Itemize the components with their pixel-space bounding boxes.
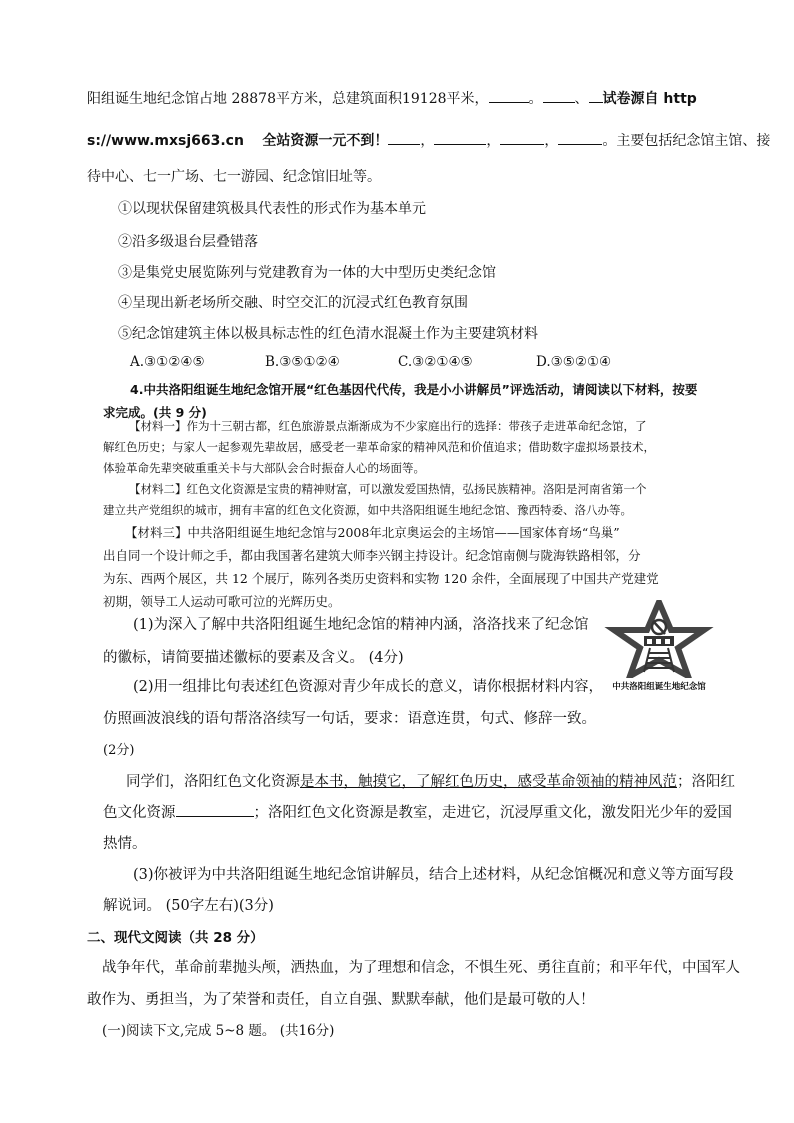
sub2-line-2: 仿照画波浪线的语句帮洛洛续写一句话，要求：语意连贯，句式、修辞一致。 [103,711,596,727]
punct: ， [420,133,435,149]
material-1 [103,416,713,479]
material-line: 建立共产党组织的城市，拥有丰富的红色文化资源，如中共洛阳组诞生地纪念馆、豫西特委、洛八办等。 [103,503,632,517]
section-para-line-1: 战争年代，革命前辈抛头颅，洒热血，为了理想和信念，不惧生死、勇往直前；和平年代，中国军人 [102,960,740,976]
punct: 、 [574,91,589,107]
material-line: 【材料二】红色文化资源是宝贵的精神财富，可以激发爱国热情，弘扬民族精神。洛阳是河南省第一个 [129,482,647,496]
passage-line-1 [126,770,735,791]
passage-line-2 [103,801,732,822]
statement-3: ③是集党史展览陈列与党建教育为一体的大中型历史类纪念馆 [118,265,496,281]
answer-blank[interactable] [589,90,603,103]
memorial-emblem [604,600,714,690]
material-line: 【材料三】中共洛阳组诞生地纪念馆与2008年北京奥运会的主场馆——国家体育场“鸟巢” [125,525,620,540]
statement-1: ①以现状保留建筑极具代表性的形式作为基本单元 [118,201,426,217]
material-line: 出自同一个设计师之手，都由我国著名建筑大师李兴钢主持设计。纪念馆南侧与陇海铁路相邻，分 [103,548,641,563]
sub3-line-2: 解说词。 (50字左右)(3分) [103,898,274,914]
intro-text: 阳组诞生地纪念馆占地 28878平方米，总建筑面积19128平米， [87,91,489,107]
option-c[interactable]: C.③②①④⑤ [398,354,473,370]
ad-text: 全站资源一元不到！ [262,133,389,149]
intro-line-3: 待中心、七一广场、七一游园、纪念馆旧址等。 [87,169,381,185]
sub2-line-1: (2)用一组排比句表述红色资源对青少年成长的意义，请你根据材料内容， [133,679,604,695]
answer-blank[interactable] [543,90,575,103]
section-instruction: (一)阅读下文,完成 5~8 题。 (共16分) [102,1023,335,1039]
wavy-underlined-text: 是本书，触摸它，了解红色历史，感受革命领袖的精神风范 [300,774,677,790]
sub1-line-1: (1)为深入了解中共洛阳组诞生地纪念馆的精神内涵，洛洛找来了纪念馆 [133,617,589,633]
answer-blank[interactable] [489,90,529,103]
intro-line-2 [87,130,770,150]
material-2 [103,479,713,521]
sub2-line-3: (2分) [103,743,135,758]
material-line: 解红色历史；与家人一起参观先辈故居，感受老一辈革命家的精神风范和价值追求；借助数字虚拟场景技术， [103,440,655,454]
answer-blank[interactable] [500,132,544,145]
ad-url[interactable]: s://www.mxsj663.cn [87,133,244,149]
section-heading: 二、现代文阅读（共 28 分） [87,930,264,946]
statement-2: ②沿多级退台层叠错落 [118,234,258,250]
ad-text: 试卷源自 http [602,91,697,107]
option-b[interactable]: B.③⑤①②④ [265,354,340,370]
passage-text: 色文化资源 [103,805,176,821]
passage-text: 同学们，洛阳红色文化资源 [126,774,300,790]
fill-in-blank[interactable] [176,804,254,817]
intro-tail: 。主要包括纪念馆主馆、接 [602,133,771,149]
intro-line-1 [87,88,697,108]
sub1-line-2: 的徽标，请简要描述徽标的要素及含义。 (4分) [103,650,404,666]
answer-blank[interactable] [388,132,420,145]
emblem-caption: 中共洛阳组诞生地纪念馆 [612,682,706,692]
material-line: 为东、西两个展区，共 12 个展厅，陈列各类历史资料和实物 120 余件，全面展现了中国共产党建党 [103,571,659,586]
option-d[interactable]: D.③⑤②①④ [536,354,612,370]
section-para-line-2: 敢作为、勇担当，为了荣誉和责任，自立自强、默默奉献，他们是最可敬的人！ [87,992,595,1008]
answer-blank[interactable] [434,132,486,145]
q4-line-2: 求完成。(共 9 分) [103,405,207,420]
passage-text: ；洛阳红 [677,774,735,790]
answer-blank[interactable] [558,132,602,145]
material-line: 体验革命先辈突破重重关卡与大部队会合时振奋人心的场面等。 [103,461,425,475]
material-line: 初期，领导工人运动可歌可泣的光辉历史。 [103,594,341,609]
statement-4: ④呈现出新老场所交融、时空交汇的沉浸式红色教育氛围 [118,295,468,311]
statement-5: ⑤纪念馆建筑主体以极具标志性的红色清水混凝土作为主要建筑材料 [118,326,538,342]
passage-text: ；洛阳红色文化资源是教室，走进它，沉浸厚重文化，激发阳光少年的爱国 [253,805,732,821]
punct: 。 [528,91,543,107]
passage-line-3: 热情。 [103,836,147,852]
sub3-line-1: (3)你被评为中共洛阳组诞生地纪念馆讲解员，结合上述材料，从纪念馆概况和意义等方面写段 [133,867,734,883]
option-a[interactable]: A.③①②④⑤ [130,354,205,370]
punct: ， [544,133,559,149]
punct: ， [486,133,501,149]
material-line: 【材料一】作为十三朝古都，红色旅游景点渐渐成为不少家庭出行的选择：带孩子走进革命纪念馆，了 [129,419,647,433]
emblem-star-icon [604,600,714,678]
q4-line-1: 4.中共洛阳组诞生地纪念馆开展“红色基因代代传，我是小小讲解员”评选活动，请阅读以下材料，按要 [130,382,698,397]
